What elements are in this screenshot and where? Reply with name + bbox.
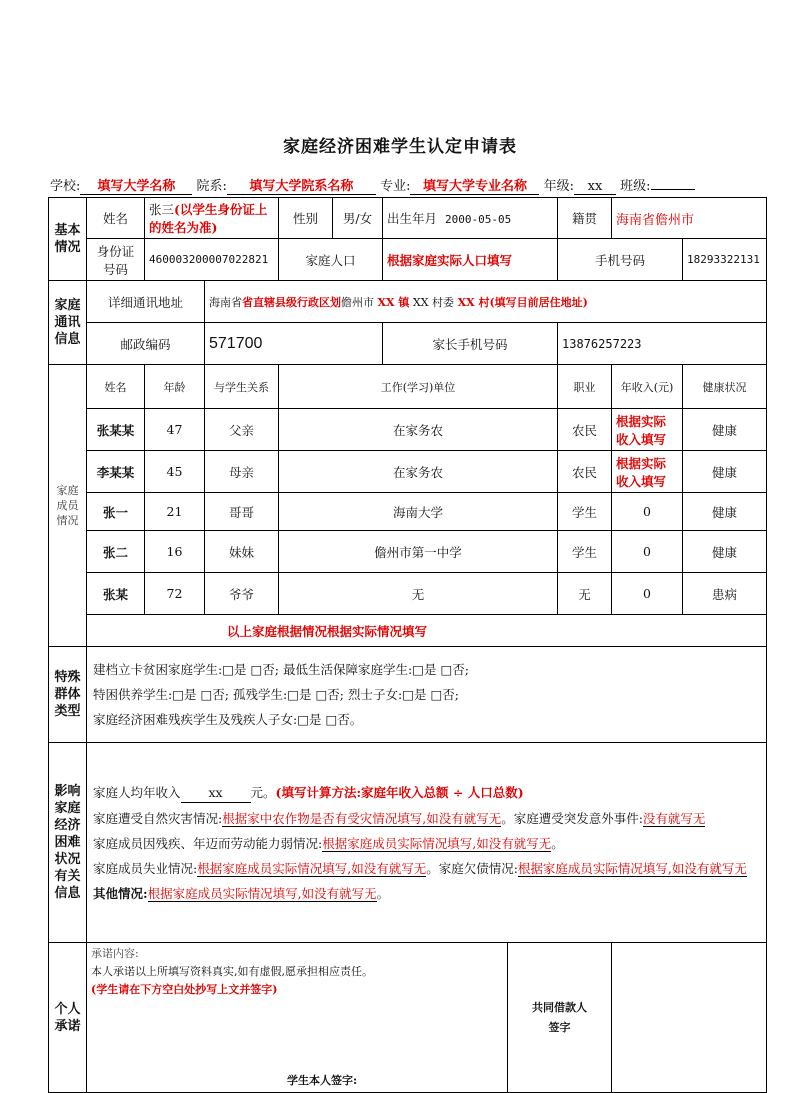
- address-label: 详细通讯地址: [87, 281, 205, 323]
- dept-value[interactable]: 填写大学院系名称: [227, 175, 376, 195]
- name-cell[interactable]: [145, 198, 279, 239]
- zip-value[interactable]: 571700: [205, 323, 383, 365]
- phone-label: 手机号码: [558, 239, 683, 281]
- id-value[interactable]: 460003200007022821: [145, 239, 279, 281]
- income-note: (填写计算方法:家庭年收入总额 ÷ 人口总数): [275, 784, 524, 800]
- birth-cell: [383, 198, 558, 239]
- promise-note: (学生请在下方空白处抄写上文并签字): [91, 983, 278, 996]
- member-relation[interactable]: 妹妹: [205, 531, 279, 573]
- member-work[interactable]: 儋州市第一中学: [279, 531, 558, 573]
- impact-other-line: [93, 884, 760, 903]
- name-note: (以学生身份证上的姓名为准): [149, 202, 268, 235]
- promise-content[interactable]: [87, 943, 508, 1093]
- birth-value[interactable]: 2000-05-05: [444, 213, 512, 226]
- member-name[interactable]: 张某某: [87, 409, 145, 451]
- member-income[interactable]: 根据实际收入填写: [612, 409, 683, 451]
- co-borrower-label: 共同借款人: [532, 1000, 588, 1014]
- member-income[interactable]: 0: [612, 531, 683, 573]
- co-borrower-sign-area[interactable]: [612, 943, 767, 1093]
- income-unit: 元。: [250, 784, 276, 800]
- member-income[interactable]: 0: [612, 573, 683, 615]
- name-value: 张三: [149, 202, 175, 217]
- impact-disaster-line: [93, 809, 760, 828]
- member-health[interactable]: 患病: [683, 573, 767, 615]
- member-name[interactable]: 李某某: [87, 451, 145, 493]
- income-value[interactable]: xx: [181, 783, 251, 803]
- address-town: XX 镇: [377, 295, 410, 309]
- pop-label: 家庭人口: [279, 239, 383, 281]
- disaster-label: 家庭遭受自然灾害情况:: [93, 810, 223, 826]
- family-header-work: 工作(学习)单位: [279, 365, 558, 409]
- member-relation[interactable]: 爷爷: [205, 573, 279, 615]
- family-header-job: 职业: [558, 365, 612, 409]
- family-note: 以上家庭根据情况根据实际情况填写: [87, 615, 767, 647]
- family-header-income: 年收入(元): [612, 365, 683, 409]
- disaster-value[interactable]: 根据家中农作物是否有受灾情况填写,如没有就写无: [222, 810, 502, 826]
- family-row: [49, 451, 767, 493]
- family-row: [49, 409, 767, 451]
- contact-section-label: 家庭通讯信息: [49, 281, 87, 365]
- address-province: 海南省: [209, 295, 242, 309]
- member-health[interactable]: 健康: [683, 531, 767, 573]
- family-header-relation: 与学生关系: [205, 365, 279, 409]
- parent-phone-label: 家长手机号码: [383, 323, 558, 365]
- family-row: [49, 573, 767, 615]
- member-name[interactable]: 张某: [87, 573, 145, 615]
- debt-label: 。家庭欠债情况:: [426, 860, 518, 876]
- major-label: 专业:: [380, 179, 411, 194]
- member-work[interactable]: 在家务农: [279, 451, 558, 493]
- member-age[interactable]: 72: [145, 573, 205, 615]
- application-form-table: [48, 197, 767, 1093]
- other-label: 其他情况:: [93, 885, 148, 901]
- end-dot: 。: [376, 885, 390, 901]
- major-value[interactable]: 填写大学专业名称: [410, 175, 539, 195]
- member-income[interactable]: 0: [612, 493, 683, 531]
- student-sign-label: 学生本人签字:: [287, 1074, 358, 1087]
- sudden-value[interactable]: 没有就写无: [642, 810, 706, 826]
- basic-section-label: 基本情况: [49, 198, 87, 281]
- member-name[interactable]: 张一: [87, 493, 145, 531]
- family-row: [49, 493, 767, 531]
- disabled-label: 家庭成员因残疾、年迈而劳动能力弱情况:: [93, 835, 323, 851]
- impact-unemployment-line: [93, 859, 760, 878]
- end-dot: 。: [551, 835, 564, 851]
- school-value[interactable]: 填写大学名称: [80, 175, 192, 195]
- class-value[interactable]: [651, 189, 695, 190]
- member-relation[interactable]: 父亲: [205, 409, 279, 451]
- member-name[interactable]: 张二: [87, 531, 145, 573]
- family-header-name: 姓名: [87, 365, 145, 409]
- origin-value[interactable]: 海南省儋州市: [612, 198, 767, 239]
- special-line-1[interactable]: 建档立卡贫困家庭学生:□是 □否; 最低生活保障家庭学生:□是 □否;: [93, 662, 470, 677]
- impact-section-label: 影响家庭经济困难状况有关信息: [49, 743, 87, 943]
- impact-disabled-line: [93, 834, 760, 853]
- pop-value[interactable]: 根据家庭实际人口填写: [383, 239, 558, 281]
- special-content: [87, 647, 767, 743]
- family-header-age: 年龄: [145, 365, 205, 409]
- member-work[interactable]: 在家务农: [279, 409, 558, 451]
- zip-label: 邮政编码: [87, 323, 205, 365]
- special-line-3[interactable]: 家庭经济困难残疾学生及残疾人子女:□是 □否。: [93, 712, 363, 727]
- grade-label: 年级:: [543, 179, 574, 194]
- sudden-label: 。家庭遭受突发意外事件:: [501, 810, 643, 826]
- unemployment-value[interactable]: 根据家庭成员实际情况填写,如没有就写无: [197, 860, 427, 876]
- member-job[interactable]: 学生: [558, 493, 612, 531]
- birth-label: 出生年月: [387, 211, 438, 226]
- promise-text: 本人承诺以上所填写资料真实,如有虚假,愿承担相应责任。: [91, 965, 373, 978]
- member-income[interactable]: 根据实际收入填写: [612, 451, 683, 493]
- school-label: 学校:: [50, 179, 81, 194]
- unemployment-label: 家庭成员失业情况:: [93, 860, 198, 876]
- promise-section-label: 个人承诺: [49, 943, 87, 1093]
- origin-label: 籍贯: [558, 198, 612, 239]
- address-village: XX 村(填写目前居住地址): [457, 295, 588, 309]
- address-region: 省直辖县级行政区划: [242, 295, 341, 309]
- family-header-health: 健康状况: [683, 365, 767, 409]
- member-relation[interactable]: 哥哥: [205, 493, 279, 531]
- phone-value[interactable]: 18293322131: [683, 239, 767, 281]
- member-job[interactable]: 农民: [558, 451, 612, 493]
- member-job[interactable]: 学生: [558, 531, 612, 573]
- impact-content: [87, 743, 767, 943]
- promise-label: 承诺内容:: [91, 947, 139, 960]
- member-age[interactable]: 47: [145, 409, 205, 451]
- dept-label: 院系:: [196, 179, 227, 194]
- member-relation[interactable]: 母亲: [205, 451, 279, 493]
- family-row: [49, 531, 767, 573]
- member-age[interactable]: 21: [145, 493, 205, 531]
- co-borrower-cell: [508, 943, 612, 1093]
- special-section-label: 特殊群体类型: [49, 647, 87, 743]
- family-section-label: 家庭成员情况: [49, 365, 87, 647]
- address-city: 儋州市: [341, 295, 378, 309]
- member-health[interactable]: 健康: [683, 493, 767, 531]
- special-line-2[interactable]: 特困供养学生:□是 □否; 孤残学生:□是 □否; 烈士子女:□是 □否;: [93, 687, 459, 702]
- gender-label: 性别: [279, 198, 333, 239]
- class-label: 班级:: [620, 179, 651, 194]
- member-age[interactable]: 16: [145, 531, 205, 573]
- address-value[interactable]: [205, 281, 767, 323]
- gender-value[interactable]: 男/女: [333, 198, 383, 239]
- parent-phone-value[interactable]: 13876257223: [558, 323, 767, 365]
- member-job[interactable]: 无: [558, 573, 612, 615]
- income-label: 家庭人均年收入: [93, 784, 181, 800]
- member-health[interactable]: 健康: [683, 451, 767, 493]
- disabled-value[interactable]: 根据家庭成员实际情况填写,如没有就写无: [322, 835, 552, 851]
- member-health[interactable]: 健康: [683, 409, 767, 451]
- grade-value[interactable]: xx: [574, 179, 616, 195]
- member-work[interactable]: 无: [279, 573, 558, 615]
- member-job[interactable]: 农民: [558, 409, 612, 451]
- id-label: 身份证号码: [87, 239, 145, 281]
- debt-value[interactable]: 根据家庭成员实际情况填写,如没有就写无: [517, 860, 747, 876]
- other-value[interactable]: 根据家庭成员实际情况填写,如没有就写无: [147, 885, 377, 901]
- member-work[interactable]: 海南大学: [279, 493, 558, 531]
- school-info-line: [50, 175, 770, 195]
- member-age[interactable]: 45: [145, 451, 205, 493]
- name-label: 姓名: [87, 198, 145, 239]
- co-borrower-sign-label: 签字: [548, 1020, 571, 1034]
- address-committee: XX 村委: [409, 295, 458, 309]
- page-title: 家庭经济困难学生认定申请表: [283, 137, 517, 157]
- impact-income-line: [93, 783, 760, 803]
